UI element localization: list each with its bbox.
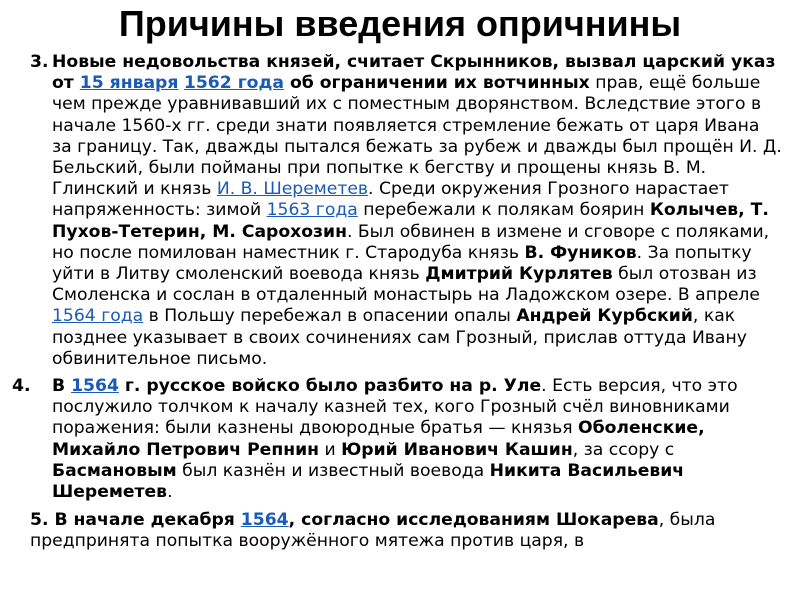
slide-title: Причины введения опричнины	[118, 3, 682, 44]
item-5-intro-end: , согласно исследованиям Шокарева	[288, 510, 659, 531]
link-1564-year[interactable]: 1564 года	[52, 306, 144, 327]
link-1562-year[interactable]: 1562 года	[183, 73, 284, 94]
name-funikov: В. Фуников	[524, 242, 637, 263]
item-5-intro: 5. В начале декабря	[30, 510, 241, 531]
item-number: 3.	[30, 52, 49, 72]
name-basmanov: Басмановым	[52, 460, 177, 481]
item-3-text: . За попытку уйти в Литву смоленский воевода князь	[52, 242, 752, 285]
list-item-5	[12, 510, 782, 552]
item-4-text: . Есть версия, что это послужило толчком к началу казней тех, кого Грозный счёл виновниками поражения: были казнены двоюродные братья — князья	[52, 376, 738, 439]
item-4-text: .	[167, 482, 173, 503]
list-item-3	[12, 52, 782, 370]
link-sheremetev[interactable]: И. В. Шереметев	[216, 179, 369, 200]
link-15-january[interactable]: 15 января	[79, 73, 179, 94]
item-4-text: и	[319, 439, 342, 460]
item-3-text: . Среди окружения Грозного нарастает напряженность: зимой	[52, 179, 729, 221]
link-1564[interactable]: 1564	[71, 376, 119, 397]
item-5-text: была предпринята попытка вооружённого мятежа против царя, в	[30, 510, 716, 552]
name-nikita-sheremetev: Никита Васильевич Шереметев	[52, 460, 685, 503]
item-3-intro-end: об ограничении их вотчинных	[283, 73, 590, 94]
item-3-intro: Новые недовольства князей, считает Скрынников, вызвал царский указ от	[52, 52, 776, 94]
names-obolensky-repnin: Оболенские, Михайло Петрович Репнин	[52, 418, 705, 460]
slide-content	[12, 52, 782, 553]
name-kurbsky: Андрей Курбский	[516, 306, 693, 327]
item-4-text: , за ссору с	[572, 439, 675, 460]
link-1564-december[interactable]: 1564	[240, 510, 289, 531]
item-4-text: был казнён и известный воевода	[176, 460, 490, 481]
item-3-text: , как позднее указывает в своих сочинениях сам Грозный, прислав оттуда Ивану обвинительное письмо.	[52, 306, 747, 369]
list-item-4	[12, 376, 782, 503]
item-5-text: ,	[658, 510, 665, 531]
item-3-text: перебежали к полякам боярин	[357, 200, 650, 221]
item-4-intro: В	[52, 376, 72, 397]
item-4-intro-end: г. русское войско было разбито на р. Уле	[118, 376, 542, 397]
name-kurlyatev: Дмитрий Курлятев	[425, 264, 613, 285]
link-1563-year[interactable]: 1563 года	[266, 200, 358, 221]
item-3-text: был отозван из Смоленска и сослан в отдаленный монастырь на Ладожском озере. В апреле	[52, 264, 760, 306]
item-3-text: . Был обвинен в измене и сговоре с поляками, но после помилован наместник г. Стародуба князь	[52, 221, 770, 263]
item-3-text: в Польшу перебежал в опасении опалы	[143, 306, 517, 327]
names-kolychev: Колычев, Т. Пухов-Тетерин, М. Сарохозин	[52, 200, 769, 242]
item-number: 4.	[12, 376, 31, 397]
item-3-text: прав, ещё больше чем прежде уравнивавший их с поместным дворянством. Вследствие этого в начале 1560-х гг. среди знати появляется стремление бежать от царя Ивана за границу. Так, дважды пытался бежать за рубеж и дважды был прощён И. Д. Бельский, были пойманы при попытке к бегству и прощены князь В. М. Глинский и князь	[52, 73, 782, 200]
name-kashin: Юрий Иванович Кашин	[341, 439, 573, 460]
